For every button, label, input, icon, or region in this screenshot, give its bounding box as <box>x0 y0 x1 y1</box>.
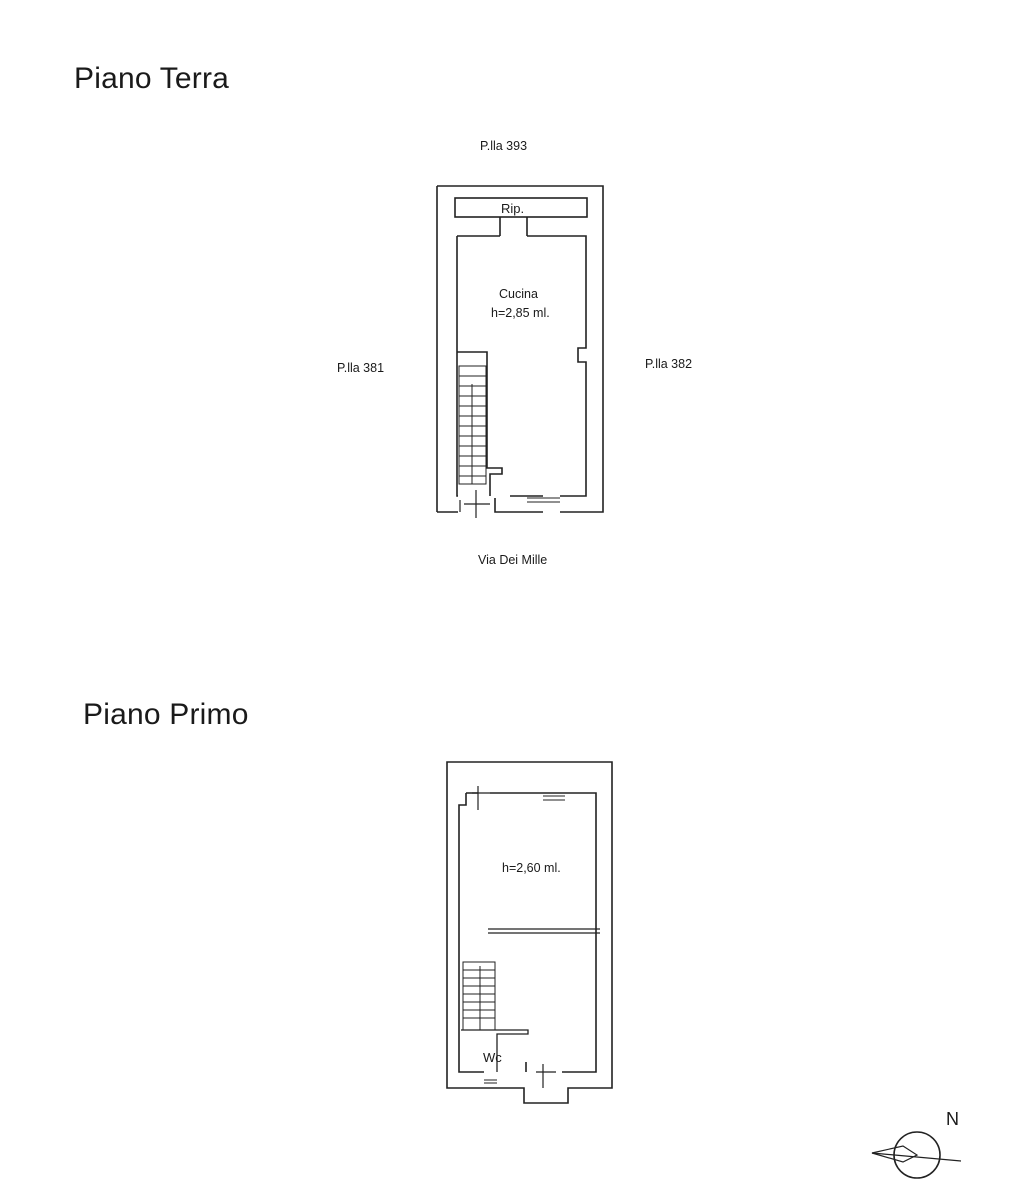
neighbor-north-label: P.lla 393 <box>480 139 528 153</box>
first-floor-title: Piano Primo <box>83 698 249 731</box>
neighbor-east-label: P.lla 382 <box>645 357 693 371</box>
first-window-top <box>543 796 565 800</box>
first-stairs <box>463 962 495 1030</box>
ground-height-label: h=2,85 ml. <box>491 306 550 320</box>
street-label: Via Dei Mille <box>478 553 548 567</box>
first-door-top <box>472 786 490 810</box>
kitchen-label: Cucina <box>499 287 538 301</box>
first-floor-plan <box>447 762 612 1103</box>
storage-label: Rip. <box>501 201 525 216</box>
north-label: N <box>946 1109 959 1129</box>
ground-stairs <box>459 366 486 484</box>
ground-window <box>527 498 560 502</box>
ground-stair-wall <box>457 352 502 496</box>
ground-floor-title: Piano Terra <box>74 62 230 95</box>
first-window-bottom <box>484 1080 497 1083</box>
ground-floor-plan <box>437 186 603 518</box>
ground-door <box>460 490 490 518</box>
north-arrow-icon <box>872 1132 961 1178</box>
first-height-label: h=2,60 ml. <box>502 861 561 875</box>
first-partition <box>488 929 600 933</box>
neighbor-west-label: P.lla 381 <box>337 361 385 375</box>
first-door-bottom <box>536 1064 556 1088</box>
wc-label: Wc <box>483 1050 502 1065</box>
